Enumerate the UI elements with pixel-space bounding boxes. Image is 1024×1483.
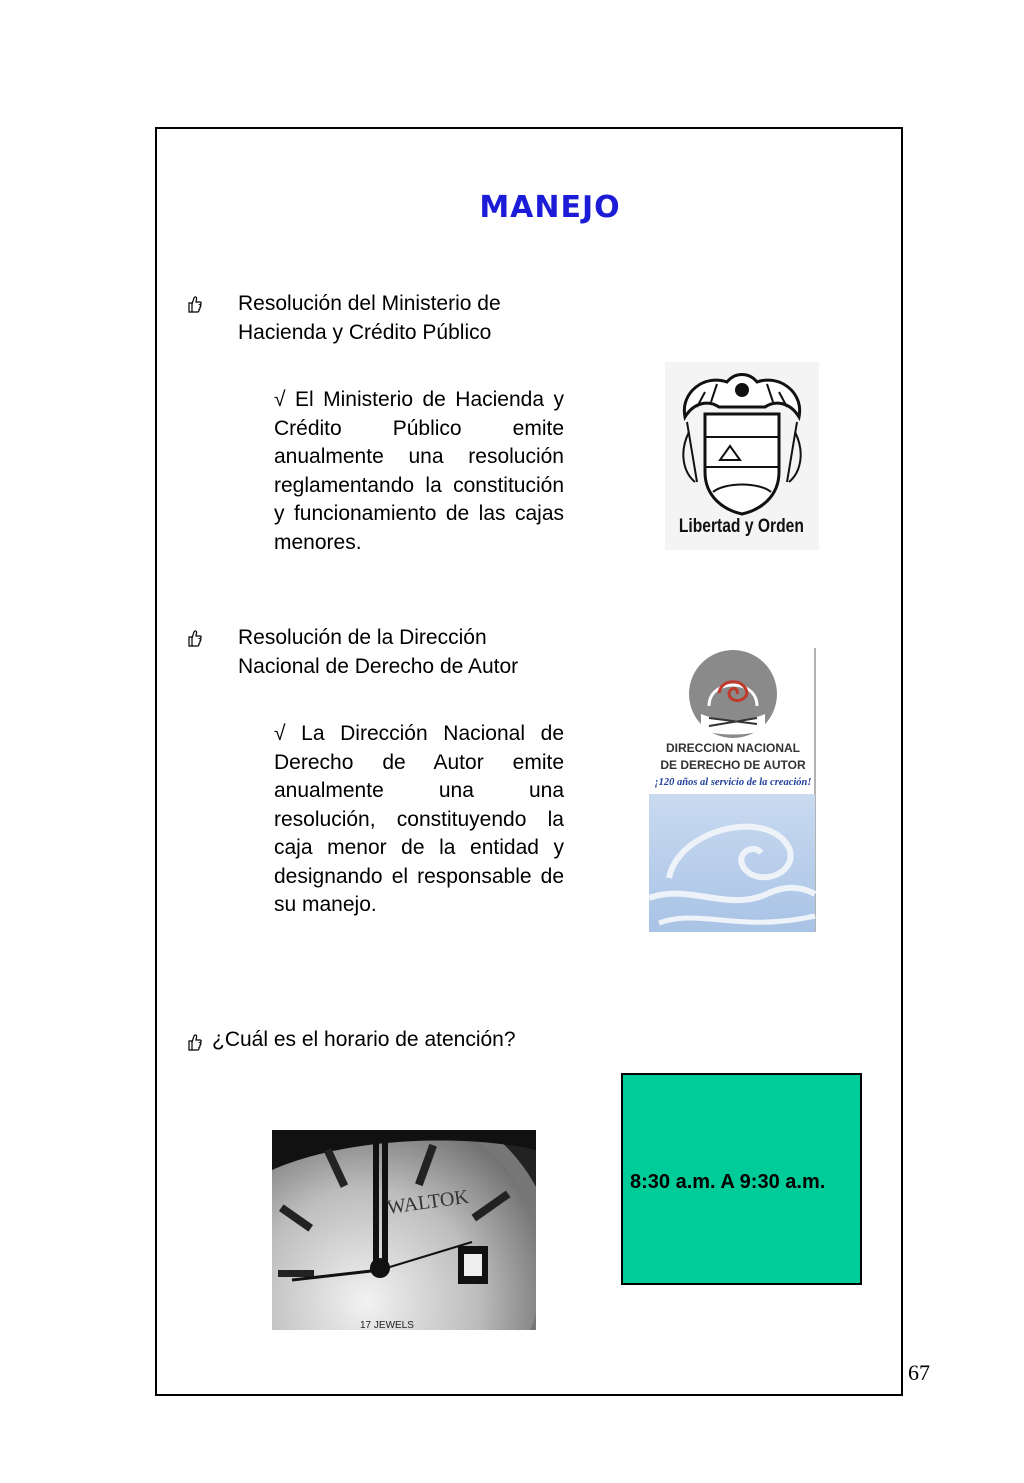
page-number: 67 (908, 1360, 930, 1385)
logo-caption-line1: DIRECCION NACIONAL (666, 741, 800, 755)
bullet-icon (186, 1032, 202, 1052)
logo-caption-line2: DE DERECHO DE AUTOR (660, 758, 806, 772)
page-title: MANEJO (479, 190, 621, 225)
coat-of-arms-icon (665, 362, 819, 550)
watch-brand: WALTOK (385, 1185, 471, 1219)
section-2-detail: √ La Dirección Nacional de Derecho de Autor emite anualmente una una resolución, constituyendo la caja menor de la entidad y designando el responsable de su manejo. (274, 722, 564, 916)
schedule-question: ¿Cuál es el horario de atención? (212, 1028, 516, 1051)
bullet-icon (186, 628, 202, 648)
colombia-coat-of-arms-logo (665, 362, 819, 550)
watch-icon (272, 1130, 536, 1330)
section-1-detail: √ El Ministerio de Hacienda y Crédito Público emite anualmente una resolución reglamentando la constitución y funcionamiento de las cajas menores. (274, 388, 564, 554)
dnda-emblem-icon (649, 648, 817, 932)
schedule-box (621, 1073, 862, 1285)
watch-photo (272, 1130, 536, 1330)
schedule-text: 8:30 a.m. A 9:30 a.m. (630, 1171, 826, 1193)
dnda-logo (649, 648, 817, 932)
section-1-heading: Resolución del Ministerio de Hacienda y Crédito Público (238, 292, 501, 344)
logo-caption: Libertad y Orden (678, 514, 804, 537)
logo-tagline: ¡120 años al servicio de la creación! (654, 777, 812, 788)
watch-jewels: 17 JEWELS (360, 1320, 414, 1330)
bullet-icon (186, 294, 202, 314)
section-2-heading: Resolución de la Dirección Nacional de Derecho de Autor (238, 626, 519, 678)
